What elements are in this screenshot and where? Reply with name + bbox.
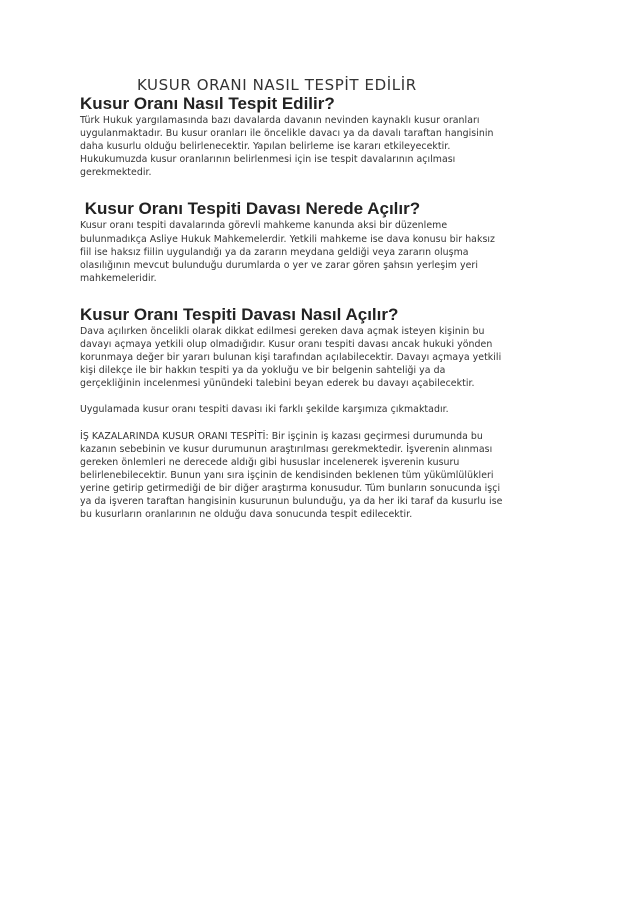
section-3-paragraph-2 [80,403,570,416]
section-3-heading: Kusur Oranı Tespiti Davası Nasıl Açılır? [80,304,399,324]
section-1-heading: Kusur Oranı Nasıl Tespit Edilir? [80,94,335,113]
text-line: uygulanmaktadır. Bu kusur oranları ile öncelikle davacı ya da davalı taraftan hangisinin [80,128,494,140]
text-line: gerekmektedir. [80,167,152,179]
text-line: Dava açılırken öncelikli olarak dikkat edilmesi gereken dava açmak isteyen kişinin bu [80,325,485,337]
section-3-paragraph-3 [80,430,570,522]
document-title: KUSUR ORANI NASIL TESPİT EDİLİR [137,76,417,94]
text-line: ya da işveren taraftan hangisinin kusurunun bulunduğu, ya da her iki taraf da kusurlu ise [80,495,503,507]
text-line: gerçekliğinin incelenmesi yünündeki talebini beyan ederek bu davayı açabilecektir. [80,378,475,390]
text-line: olasılığının mevcut bulunduğu durumlarda o yer ve zarar gören şahsın yerleşim yeri [80,259,478,271]
text-line: kişi dilekçe ile bir hakkın tespiti ya da yokluğu ve bir belgenin sahteliği ya da [80,365,446,377]
text-line: mahkemeleridir. [80,272,157,284]
text-line: Türk Hukuk yargılamasında bazı davalarda davanın nevinden kaynaklı kusur oranları [80,115,480,126]
text-line: fiil ise haksız fiilin uygulandığı ya da zararın meydana geldiği veya zararın oluşma [80,246,469,258]
text-line: daha kusurlu olduğu belirlenecektir. Yapılan belirleme ise kararı etkileyecektir. [80,141,451,153]
section-2-paragraph-1 [80,219,570,284]
text-line: İŞ KAZALARINDA KUSUR ORANI TESPİTİ: Bir işçinin iş kazası geçirmesi durumunda bu [80,430,483,442]
text-line: bu kusurların oranlarının ne olduğu dava sonucunda tespit edilecektir. [80,509,413,521]
text-line: davayı açmaya yetkili olup olmadığıdır. Kusur oranı tespiti davası ancak hukuki yönden [80,339,493,351]
section-3-paragraph-1 [80,325,570,390]
text-line: korunmaya değer bir yararı bulunan kişi tarafından açılabilecektir. Davayı açmaya yetkili [80,352,502,364]
text-line: bulunmadıkça Asliye Hukuk Mahkemelerdir. Yetkili mahkeme ise dava konusu bir haksız [80,233,496,245]
text-line: Kusur oranı tespiti davalarında görevli mahkeme kanunda aksi bir düzenleme [80,220,448,232]
section-1-paragraph-1 [80,114,570,179]
document-page [80,76,570,521]
text-line: yerine getirip getirmediği de bir diğer araştırma konusudur. Tüm bunların sonucunda işçi [80,482,501,494]
text-line: Uygulamada kusur oranı tespiti davası iki farklı şekilde karşımıza çıkmaktadır. [80,404,449,416]
section-2-heading: Kusur Oranı Tespiti Davası Nerede Açılır? [80,199,421,219]
text-line: kazanın sebebinin ve kusur durumunun araştırılması gerekmektedir. İşverenin alınması [80,443,493,455]
text-line: Hukukumuzda kusur oranlarının belirlenmesi için ise tespit davalarının açılması [80,154,456,166]
text-line: belirlenebilecektir. Bunun yanı sıra işçinin de kendisinden beklenen tüm yükümlülükleri [80,469,494,481]
text-line: gereken önlemleri ne derecede aldığı gibi hususlar incelenerek işverenin kusuru [80,456,460,468]
